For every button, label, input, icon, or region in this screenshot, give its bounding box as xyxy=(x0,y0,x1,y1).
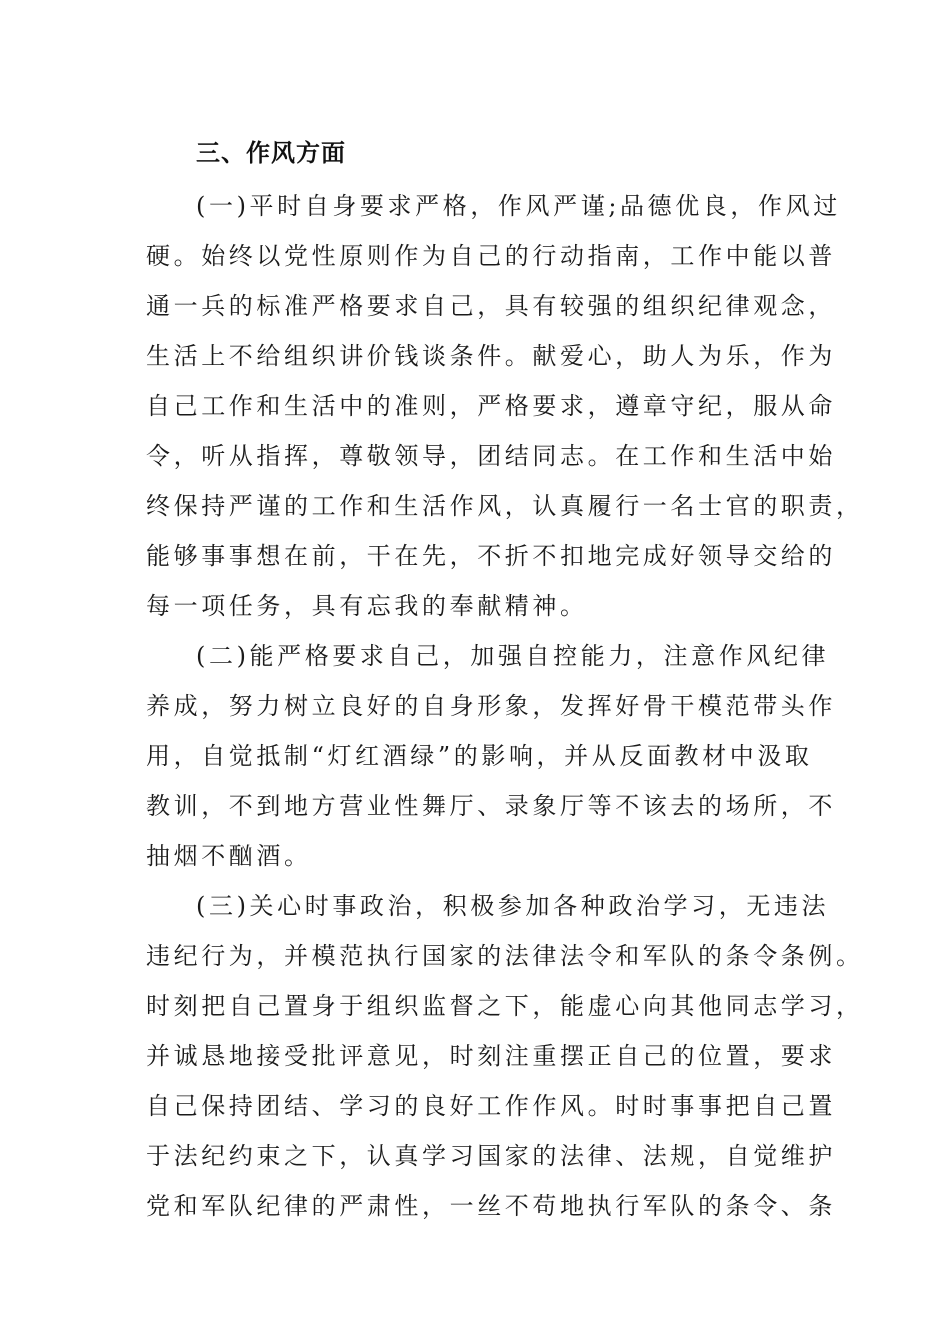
paragraph-1-line-3: 通一兵的标准严格要求自己，具有较强的组织纪律观念， xyxy=(146,292,836,320)
paragraph-3-line-7: 党和军队纪律的严肃性，一丝不苟地执行军队的条令、条 xyxy=(146,1192,836,1220)
paragraph-1-line-1: (一)平时自身要求严格，作风严谨;品德优良，作风过 xyxy=(196,192,841,220)
paragraph-1-line-9: 每一项任务，具有忘我的奉献精神。 xyxy=(146,592,588,620)
paragraph-3-line-4: 并诚恳地接受批评意见，时刻注重摆正自己的位置，要求 xyxy=(146,1042,836,1070)
paragraph-2-line-4: 教训，不到地方营业性舞厅、录象厅等不该去的场所，不 xyxy=(146,792,836,820)
paragraph-2-line-2: 养成，努力树立良好的自身形象，发挥好骨干模范带头作 xyxy=(146,692,836,720)
paragraph-1-line-5: 自己工作和生活中的准则，严格要求，遵章守纪，服从命 xyxy=(146,392,836,420)
paragraph-2-line-5: 抽烟不酗酒。 xyxy=(146,842,312,870)
paragraph-3-line-5: 自己保持团结、学习的良好工作作风。时时事事把自己置 xyxy=(146,1092,836,1120)
paragraph-2-line-1: (二)能严格要求自己，加强自控能力，注意作风纪律 xyxy=(196,642,830,670)
paragraph-1-line-8: 能够事事想在前，干在先，不折不扣地完成好领导交给的 xyxy=(146,542,836,570)
paragraph-3-line-6: 于法纪约束之下，认真学习国家的法律、法规，自觉维护 xyxy=(146,1142,836,1170)
paragraph-3-line-3: 时刻把自己置身于组织监督之下，能虚心向其他同志学习， xyxy=(146,992,864,1020)
paragraph-2-line-3: 用，自觉抵制“灯红酒绿”的影响，并从反面教材中汲取 xyxy=(146,742,813,770)
paragraph-1-line-2: 硬。始终以党性原则作为自己的行动指南，工作中能以普 xyxy=(146,242,836,270)
section-heading: 三、作风方面 xyxy=(196,139,346,167)
paragraph-3-line-2: 违纪行为，并模范执行国家的法律法令和军队的条令条例。 xyxy=(146,942,864,970)
paragraph-1-line-7: 终保持严谨的工作和生活作风，认真履行一名士官的职责， xyxy=(146,492,864,520)
paragraph-1-line-4: 生活上不给组织讲价钱谈条件。献爱心，助人为乐，作为 xyxy=(146,342,836,370)
paragraph-3-line-1: (三)关心时事政治，积极参加各种政治学习，无违法 xyxy=(196,892,830,920)
paragraph-1-line-6: 令，听从指挥，尊敬领导，团结同志。在工作和生活中始 xyxy=(146,442,836,470)
